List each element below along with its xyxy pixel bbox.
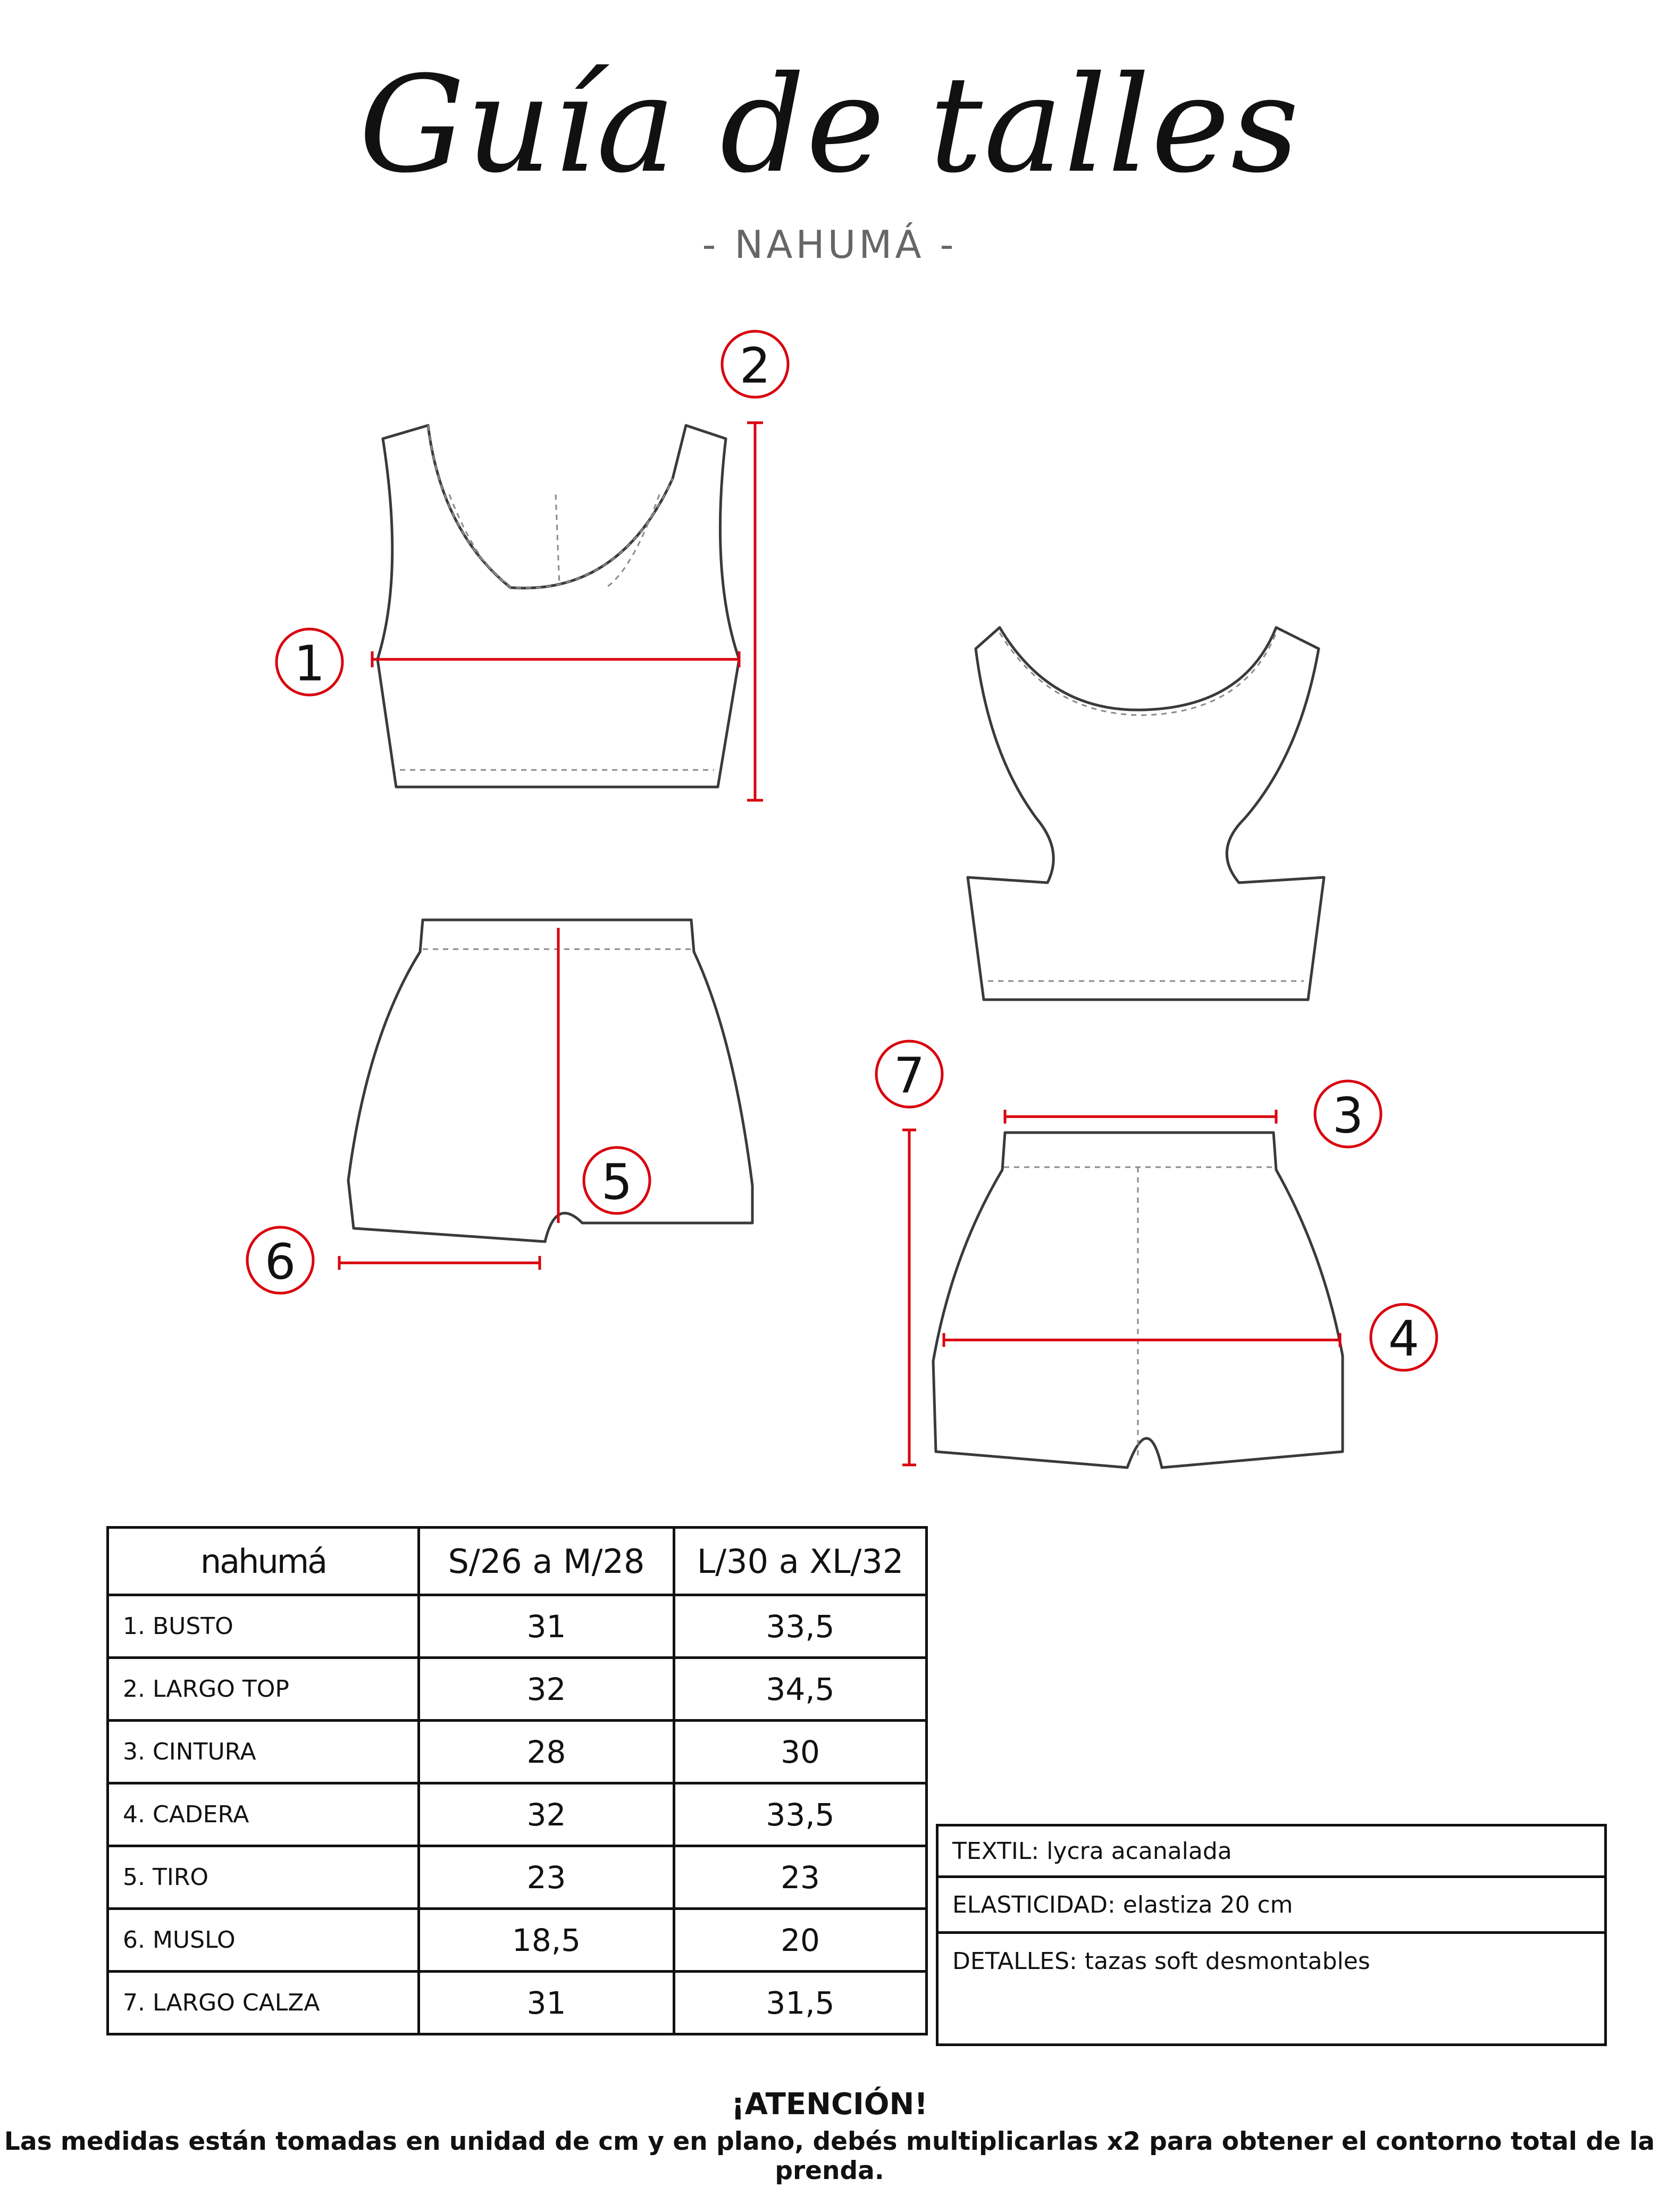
- info-row: [937, 1877, 1606, 1933]
- column-header: S/26 a M/28: [419, 1528, 674, 1595]
- cell-value: 31: [419, 1595, 674, 1658]
- cell-value: 34,5: [674, 1658, 927, 1721]
- row-label: 6. MUSLO: [108, 1909, 419, 1972]
- notice-title: ¡ATENCIÓN!: [731, 2087, 928, 2122]
- cell-value: 23: [419, 1846, 674, 1909]
- svg-text:5: 5: [601, 1153, 633, 1211]
- marker-1: [276, 629, 342, 695]
- marker-7: [876, 1041, 942, 1107]
- table-row: [108, 1658, 927, 1721]
- cell-value: 30: [674, 1721, 927, 1783]
- measure-line-largo-calza: [902, 1130, 916, 1465]
- top-front-illustration: [378, 425, 739, 787]
- row-label: 2. LARGO TOP: [108, 1658, 419, 1721]
- info-textil: TEXTIL: lycra acanalada: [937, 1825, 1606, 1877]
- cell-value: 18,5: [419, 1909, 674, 1972]
- row-label: 5. TIRO: [108, 1846, 419, 1909]
- marker-4: [1371, 1304, 1437, 1370]
- page-title: Guía de talles: [358, 47, 1301, 202]
- shorts-front-illustration: [348, 920, 752, 1242]
- row-label: 1. BUSTO: [108, 1595, 419, 1658]
- svg-text:7: 7: [893, 1047, 925, 1104]
- table-row: [108, 1972, 927, 2034]
- info-detalles: DETALLES: tazas soft desmontables: [937, 1933, 1606, 2045]
- table-row: [108, 1909, 927, 1972]
- top-back-illustration: [968, 627, 1324, 1000]
- marker-6: [247, 1227, 313, 1293]
- svg-text:6: 6: [264, 1233, 296, 1291]
- cell-value: 33,5: [674, 1783, 927, 1846]
- cell-value: 33,5: [674, 1595, 927, 1658]
- cell-value: 31,5: [674, 1972, 927, 2034]
- brand-logo: nahumá: [108, 1528, 419, 1595]
- table-row: [108, 1721, 927, 1783]
- table-row: [108, 1783, 927, 1846]
- row-label: 7. LARGO CALZA: [108, 1972, 419, 2034]
- table-row: [108, 1595, 927, 1658]
- measure-line-largo-top: [747, 423, 763, 800]
- measure-line-muslo: [339, 1256, 540, 1270]
- info-row: [937, 1933, 1606, 2045]
- marker-5: [584, 1147, 650, 1213]
- cell-value: 23: [674, 1846, 927, 1909]
- brand-subtitle: - NAHUMÁ -: [702, 222, 957, 267]
- cell-value: 31: [419, 1972, 674, 2034]
- info-elasticidad: ELASTICIDAD: elastiza 20 cm: [937, 1877, 1606, 1933]
- size-table: [106, 1526, 928, 2035]
- cell-value: 32: [419, 1783, 674, 1846]
- fabric-info-table: [936, 1824, 1607, 2046]
- size-table-header: [108, 1528, 927, 1595]
- svg-text:4: 4: [1388, 1310, 1420, 1368]
- notice-text: Las medidas están tomadas en unidad de cm y en plano, debés multiplicarlas x2 para obtener el contorno total de la prenda.: [4, 2127, 1655, 2185]
- cell-value: 32: [419, 1658, 674, 1721]
- measure-line-cintura: [1005, 1110, 1276, 1124]
- marker-3: [1315, 1081, 1381, 1147]
- row-label: 4. CADERA: [108, 1783, 419, 1846]
- svg-text:2: 2: [739, 337, 771, 395]
- svg-text:1: 1: [294, 635, 325, 692]
- shorts-back-illustration: [933, 1133, 1343, 1468]
- column-header: L/30 a XL/32: [674, 1528, 927, 1595]
- marker-2: [722, 331, 788, 397]
- info-row: [937, 1825, 1606, 1877]
- table-row: [108, 1846, 927, 1909]
- svg-text:3: 3: [1332, 1087, 1364, 1144]
- row-label: 3. CINTURA: [108, 1721, 419, 1783]
- cell-value: 20: [674, 1909, 927, 1972]
- cell-value: 28: [419, 1721, 674, 1783]
